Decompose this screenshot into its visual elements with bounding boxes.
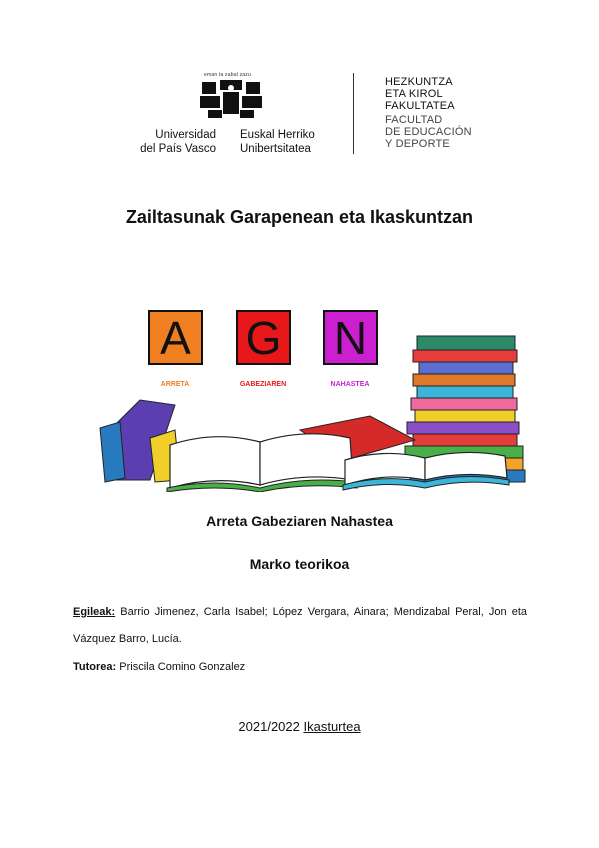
- authors-label: Egileak:: [73, 606, 116, 618]
- header-divider: [353, 73, 354, 154]
- letter-box-a: A: [148, 310, 203, 365]
- document-title: Arreta Gabeziaren Nahastea: [206, 513, 393, 529]
- university-eu-line-1: Euskal Herriko: [240, 129, 315, 141]
- open-book-right-icon: [343, 452, 509, 490]
- document-subtitle: Marko teorikoa: [249, 556, 350, 572]
- faculty-eu-line-3: FAKULTATEA: [385, 100, 455, 112]
- academic-year: [0, 719, 599, 734]
- faculty-eu-line-1: HEZKUNTZA: [385, 76, 453, 88]
- tutor-block: [73, 661, 245, 673]
- university-motto: eman ta zabal zazu: [204, 72, 251, 78]
- faculty-name-eu: [385, 76, 455, 112]
- university-es-line-2: del País Vasco: [140, 143, 216, 155]
- university-name-es: [132, 128, 216, 156]
- caption-arreta: ARRETA: [160, 381, 190, 388]
- standing-books-icon: [100, 400, 180, 482]
- academic-year-label: Ikasturtea: [303, 719, 361, 734]
- course-title: Zailtasunak Garapenean eta Ikaskuntzan: [125, 207, 474, 227]
- letter-box-n: N: [323, 310, 378, 365]
- academic-year-period: 2021/2022: [238, 719, 300, 734]
- faculty-es-line-3: Y DEPORTE: [385, 138, 450, 150]
- caption-nahastea: NAHASTEA: [330, 381, 370, 388]
- faculty-es-line-2: DE EDUCACIÓN: [385, 126, 472, 138]
- caption-gabeziaren: GABEZIAREN: [239, 381, 287, 388]
- letter-box-g: G: [236, 310, 291, 365]
- books-illustration: [95, 330, 535, 492]
- authors-block: [73, 599, 527, 653]
- tutor-name: Priscila Comino Gonzalez: [119, 661, 246, 673]
- university-name-eu: [240, 128, 330, 156]
- faculty-name-es: [385, 114, 472, 150]
- authors-text: Barrio Jimenez, Carla Isabel; López Vergara, Ainara; Mendizabal Peral, Jon eta Vázquez Barro, Lucía.: [73, 606, 527, 645]
- university-eu-line-2: Unibertsitatea: [240, 143, 311, 155]
- faculty-es-line-1: FACULTAD: [385, 114, 443, 126]
- open-book-icon: [167, 434, 357, 492]
- tutor-label: Tutorea:: [73, 661, 117, 673]
- university-logo-icon: [196, 76, 266, 122]
- university-es-line-1: Universidad: [155, 129, 216, 141]
- faculty-eu-line-2: ETA KIROL: [385, 88, 443, 100]
